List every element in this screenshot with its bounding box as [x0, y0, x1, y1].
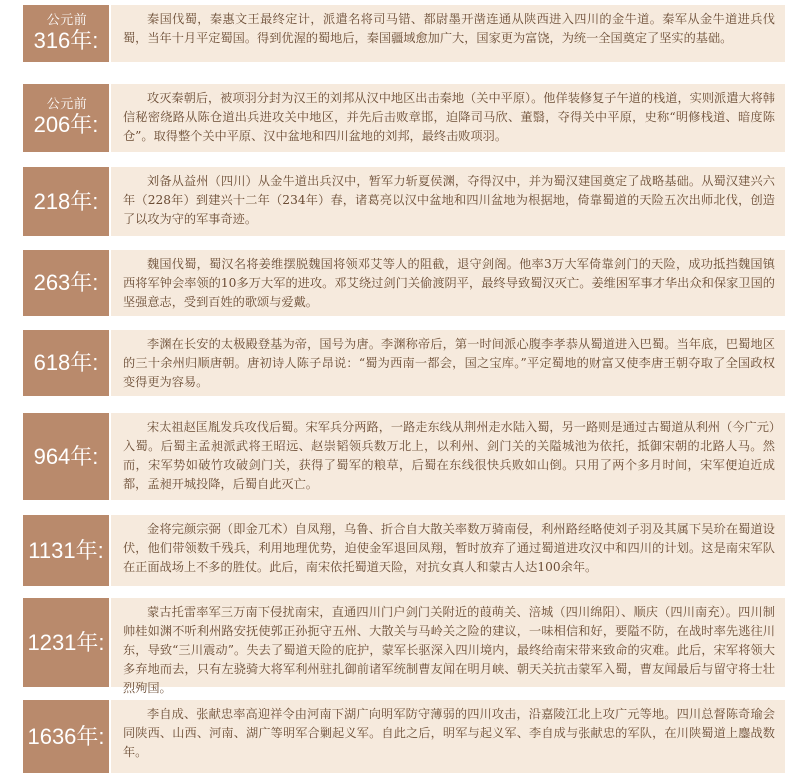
year-text: 618年: [33, 350, 99, 375]
year-text: 1231年: [27, 629, 105, 655]
year-label [23, 413, 109, 500]
year-label [23, 515, 109, 586]
event-description: 刘备从益州（四川）从金牛道出兵汉中，暂军力斩夏侯渊，夺得汉中，并为蜀汉建国奠定了战略基础。从蜀汉建兴六年（228年）到建兴十二年（234年）春，诸葛亮以汉中盆地和四川盆地为根据地，倚靠蜀道的天险五次出师北伐，创造了以攻为守的军事奇迹。 [111, 167, 785, 236]
year-text: 964年: [33, 443, 99, 469]
year-label [23, 330, 109, 396]
event-description: 金将完颜宗弼（即金兀术）自凤翔，乌鲁、折合自大散关率数万骑南侵，利州路经略使刘子羽及其属下吴玠在蜀道设伏，他们带领数千残兵，利用地理优势，迫使金军退回凤翔，暂时放弃了通过蜀道进攻汉中和四川的计划。这是南宋军队在正面战场上不多的胜仗。此后，南宋依托蜀道天险，对抗女真人和蒙古人达100余年。 [111, 515, 785, 586]
event-description: 魏国伐蜀，蜀汉名将姜维摆脱魏国将领邓艾等人的阻截，退守剑阁。他率3万大军倚靠剑门的天险，成功抵挡魏国镇西将军钟会率领的10多万大军的进攻。邓艾绕过剑门关偷渡阴平，最终导致蜀汉灭亡。姜维困军事才华出众和保家卫国的坚强意志，受到百姓的歌颂与爱戴。 [111, 250, 785, 316]
year-text: 206年: [33, 112, 99, 137]
year-label [23, 250, 109, 316]
event-description: 李自成、张献忠率高迎祥令由河南下湖广向明军防守薄弱的四川攻击，沿嘉陵江北上攻广元等地。四川总督陈奇瑜会同陕西、山西、河南、湖广等明军合剿起义军。自此之后，明军与起义军、李自成与张献忠的军队，在川陕蜀道上鏖战数年。 [111, 700, 785, 773]
year-label [23, 598, 109, 687]
event-description: 秦国伐蜀，秦惠文王最终定计，派遣名将司马错、都尉墨开凿连通从陕西进入四川的金牛道。秦军从金牛道进兵伐蜀，当年十月平定蜀国。得到优渥的蜀地后，秦国疆域愈加广大，国家更为富饶，为统一全国奠定了坚实的基础。 [111, 5, 785, 62]
event-description: 攻灭秦朝后，被项羽分封为汉王的刘邦从汉中地区出击秦地（关中平原）。他佯装修复子午道的栈道，实则派遣大将韩信秘密绕路从陈仓道出兵进攻关中地区，并先后击败章邯，迫降司马欣、董翳，夺得关中平原，史称“明修栈道、暗度陈仓”。取得整个关中平原、汉中盆地和四川盆地的刘邦，最终击败项羽。 [111, 84, 785, 152]
event-description: 宋太祖赵匡胤发兵攻伐后蜀。宋军兵分两路，一路走东线从荆州走水陆入蜀，另一路则是通过古蜀道从利州（今广元）入蜀。后蜀主孟昶派武将王昭远、赵崇韬领兵数万北上，以利州、剑门关的关隘城池为依托，抵御宋朝的北路人马。然而，宋军势如破竹攻破剑门关，获得了蜀军的粮草，后蜀在东线很快兵败如山倒。只用了两个多月时间，宋军便迫近成都，孟昶开城投降，后蜀自此灭亡。 [111, 413, 785, 500]
event-description: 李渊在长安的太极殿登基为帝，国号为唐。李渊称帝后，第一时间派心腹李孝恭从蜀道进入巴蜀。当年底，巴蜀地区的三十余州归顺唐朝。唐初诗人陈子昂说：“蜀为西南一都会，国之宝库。”平定蜀地的财富又使李唐王朝夺取了全国政权变得更为容易。 [111, 330, 785, 396]
year-label [23, 84, 109, 152]
year-text: 1131年: [28, 537, 104, 563]
year-label [23, 700, 109, 773]
year-text: 263年: [33, 270, 99, 295]
year-text: 316年: [33, 27, 99, 53]
event-description: 蒙古托雷率军三万南下侵扰南宋，直通四川门户剑门关附近的葭萌关、涪城（四川绵阳）、顺庆（四川南充）。四川制帅桂如渊不听利州路安抚使郭正孙扼守五州、大散关与马岭关之险的建议，一味相信和好，要隘不防，在战时率先逃往川东，导致“三川震动”。失去了蜀道天险的庇护，蒙军长驱深入四川境内，最终给南宋带来致命的灾难。此后，宋军将领大多弃地而去，只有左骁骑大将军利州驻扎御前诸军统制曹友闻在明月峡、朝天关抗击蒙军入蜀，曹友闻最后与留守将士壮烈殉国。 [111, 598, 785, 687]
year-text: 218年: [33, 188, 99, 214]
year-label [23, 5, 109, 62]
era-label: 公元前 [46, 97, 88, 112]
year-label [23, 167, 109, 236]
year-text: 1636年: [27, 723, 105, 749]
era-label: 公元前 [46, 12, 88, 28]
